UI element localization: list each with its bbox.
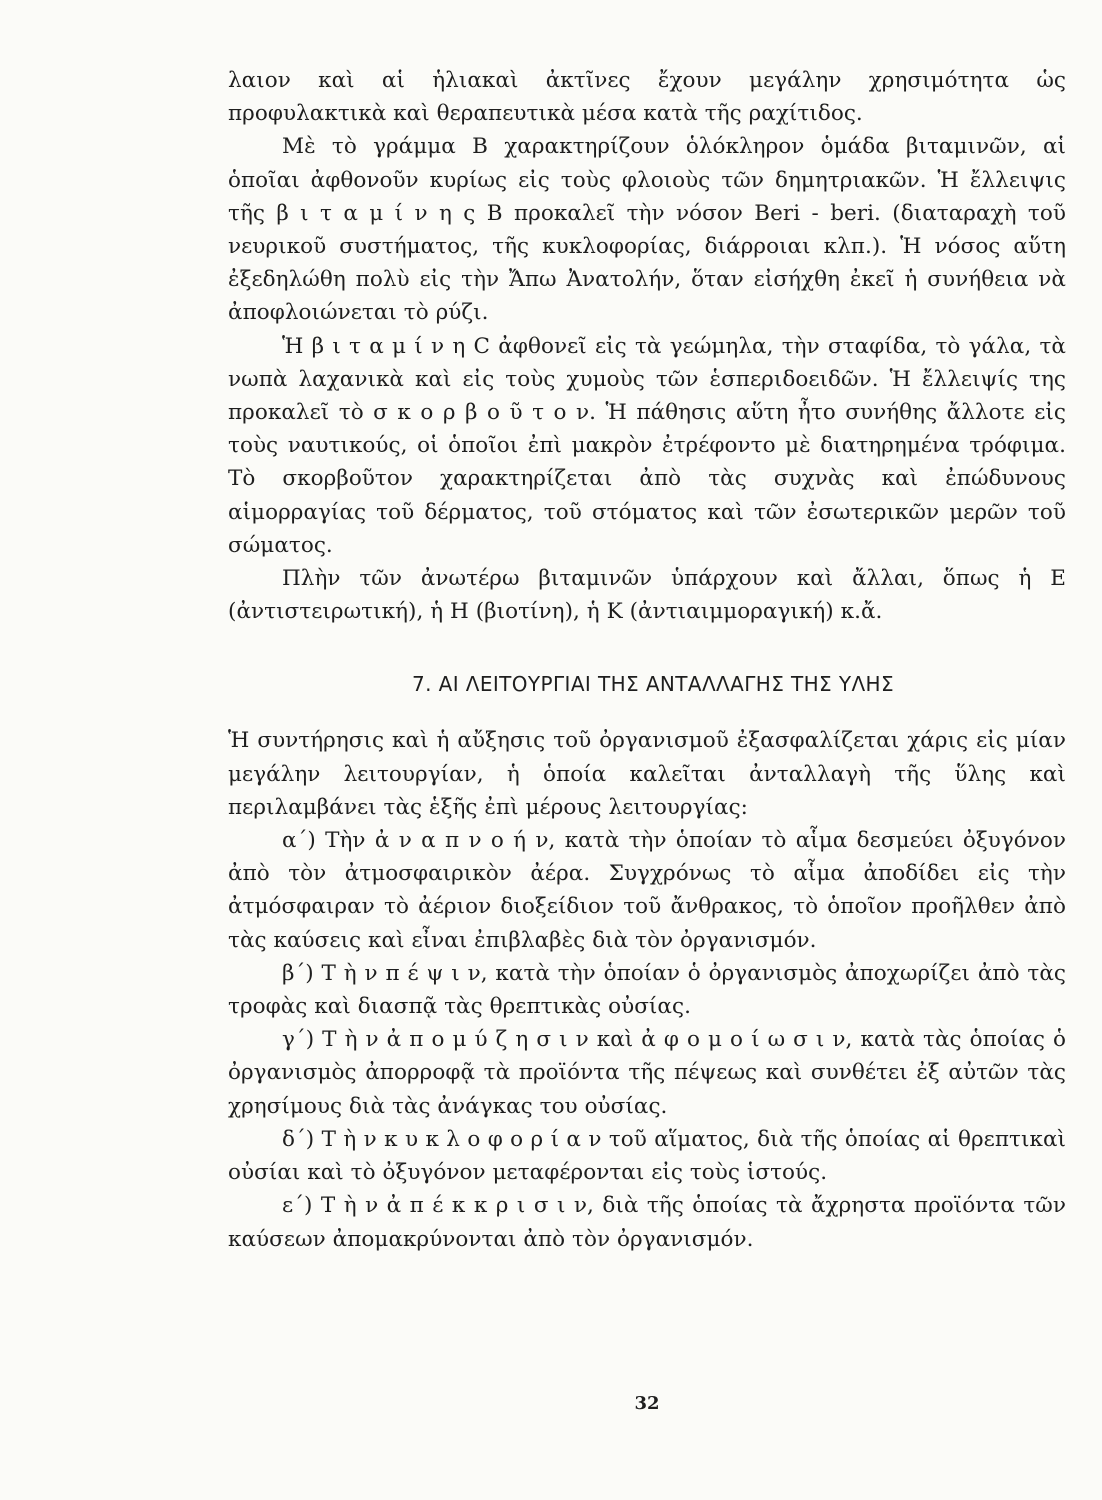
paragraph-rickets-continuation: λαιον καὶ αἱ ἡλιακαὶ ἀκτῖνες ἔχουν μεγάλην χρησιμότητα ὡς προφυλακτικὰ καὶ θεραπευτικὰ μέσα κατὰ τῆς ραχίτιδος. (228, 68, 1066, 127)
section-text-block (228, 724, 1066, 1255)
paragraph-excretion: ε΄) Τ ὴ ν ἀ π έ κ κ ρ ι σ ι ν, διὰ τῆς ὁποίας τὰ ἄχρηστα προϊόντα τῶν καύσεων ἀπομακρύνονται ἀπὸ τὸν ὀργανισμόν. (228, 1193, 1066, 1252)
intro-text-block (228, 64, 1066, 628)
paragraph-absorption-assimilation: γ΄) Τ ὴ ν ἀ π ο μ ύ ζ η σ ι ν καὶ ἀ φ ο μ ο ί ω σ ι ν, κατὰ τὰς ὁποίας ὁ ὀργανισμὸς ἀπορροφᾷ τὰ προϊόντα τῆς πέψεως καὶ συνθέτει ἐξ αὐτῶν τὰς χρησίμους διὰ τὰς ἀνάγκας του οὐσίας. (228, 1027, 1066, 1119)
paragraph-digestion: β΄) Τ ὴ ν π έ ψ ι ν, κατὰ τὴν ὁποίαν ὁ ὀργανισμὸς ἀποχωρίζει ἀπὸ τὰς τροφὰς καὶ διασπᾷ τὰς θρεπτικὰς οὐσίας. (228, 960, 1066, 1020)
paragraph-metabolism-intro: Ἡ συντήρησις καὶ ἡ αὔξησις τοῦ ὀργανισμοῦ ἐξασφαλίζεται χάρις εἰς μίαν μεγάλην λειτουργίαν, ἡ ὁποία καλεῖται ἀνταλλαγὴ τῆς ὕλης καὶ περιλαμβάνει τὰς ἑξῆς ἐπὶ μέρους λειτουργίας: (228, 728, 1066, 820)
paragraph-other-vitamins: Πλὴν τῶν ἀνωτέρω βιταμινῶν ὑπάρχουν καὶ ἄλλαι, ὅπως ἡ Ε (ἀντιστειρωτική), ἡ Η (βιοτίνη), ἡ Κ (ἀντιαιμμοραγική) κ.ἄ. (228, 566, 1066, 625)
paragraph-vitamin-c: Ἡ β ι τ α μ ί ν η C ἀφθονεῖ εἰς τὰ γεώμηλα, τὴν σταφίδα, τὸ γάλα, τὰ νωπὰ λαχανικὰ καὶ εἰς τοὺς χυμοὺς τῶν ἑσπεριδοειδῶν. Ἡ ἔλλειψίς της προκαλεῖ τὸ σ κ ο ρ β ο ῦ τ ο ν. Ἡ πάθησις αὕτη ἦτο συνήθης ἄλλοτε εἰς τοὺς ναυτικούς, οἱ ὁποῖοι ἐπὶ μακρὸν ἐτρέφοντο μὲ διατηρημένα τρόφιμα. Τὸ σκορβοῦτον χαρακτηρίζεται ἀπὸ τὰς συχνὰς καὶ ἐπώδυνους αἱμορραγίας τοῦ δέρματος, τοῦ στόματος καὶ τῶν ἐσωτερικῶν μερῶν τοῦ σώματος. (228, 333, 1066, 558)
paragraph-circulation: δ΄) Τ ὴ ν κ υ κ λ ο φ ο ρ ί α ν τοῦ αἵματος, διὰ τῆς ὁποίας αἱ θρεπτικαὶ οὐσίαι καὶ τὸ ὀξυγόνον μεταφέρονται εἰς τοὺς ἱστούς. (228, 1126, 1066, 1186)
paragraph-vitamin-b: Μὲ τὸ γράμμα Β χαρακτηρίζουν ὁλόκληρον ὁμάδα βιταμινῶν, αἱ ὁποῖαι ἀφθονοῦν κυρίως εἰς τοὺς φλοιοὺς τῶν δημητριακῶν. Ἡ ἔλλειψις τῆς β ι τ α μ ί ν η ς Β προκαλεῖ τὴν νόσον Beri - beri. (διαταραχὴ τοῦ νευρικοῦ συστήματος, τῆς κυκλοφορίας, διάρροιαι κλπ.). Ἡ νόσος αὕτη ἐξεδηλώθη πολὺ εἰς τὴν Ἄπω Ἀνατολήν, ὅταν εἰσήχθη ἐκεῖ ἡ συνήθεια νὰ ἀποφλοιώνεται τὸ ρύζι. (228, 134, 1066, 326)
paragraph-respiration: α΄) Τὴν ἀ ν α π ν ο ή ν, κατὰ τὴν ὁποίαν τὸ αἷμα δεσμεύει ὀξυγόνον ἀπὸ τὸν ἀτμοσφαιρικὸν ἀέρα. Συγχρόνως τὸ αἷμα ἀποδίδει εἰς τὴν ἀτμόσφαιραν τὸ ἀέριον διοξείδιον τοῦ ἄνθρακος, τὸ ὁποῖον προῆλθεν ἀπὸ τὰς καύσεις καὶ εἶναι ἐπιβλαβὲς διὰ τὸν ὀργανισμόν. (228, 828, 1066, 953)
document-page (228, 64, 1066, 1444)
section-title: 7. ΑΙ ΛΕΙΤΟΥΡΓΙΑΙ ΤΗΣ ΑΝΤΑΛΛΑΓΗΣ ΤΗΣ ΥΛΗΣ (411, 672, 895, 697)
page-number: 32 (634, 1393, 660, 1414)
